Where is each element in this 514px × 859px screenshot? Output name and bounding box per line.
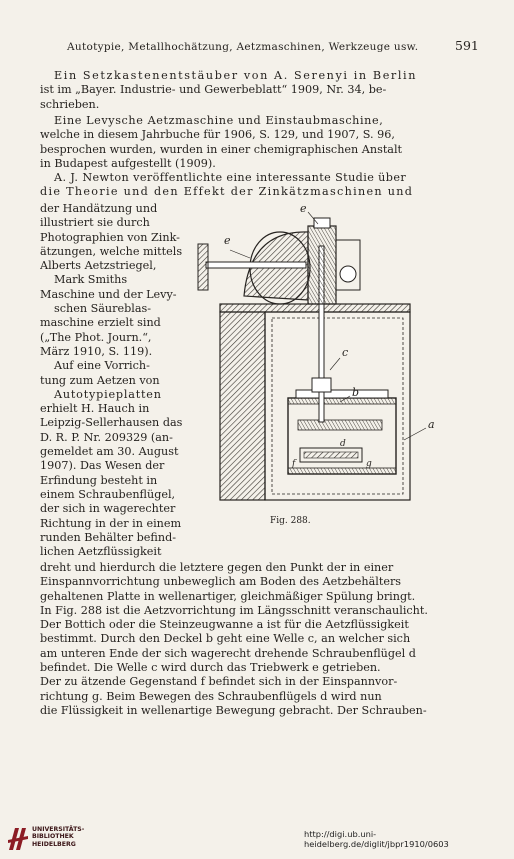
text-line: erhielt H. Hauch in: [40, 402, 150, 416]
text-line: („The Phot. Journ.“,: [40, 330, 152, 344]
text-line: illustriert sie durch: [40, 216, 150, 230]
paragraph-serenyi: [40, 69, 444, 112]
text-line: die Theorie und den Effekt der Zinkätzmaschinen und: [40, 185, 414, 199]
text-line: 1907). Das Wesen der: [40, 459, 165, 473]
text-line: einem Schraubenflügel,: [40, 487, 176, 501]
text-line: der Handätzung und: [40, 202, 158, 215]
figure-caption: Fig. 288.: [270, 516, 311, 526]
text-line: Eine Levysche Aetzmaschine und Einstaubmaschine,: [54, 114, 384, 127]
text-line: gehaltenen Platte in wellenartiger, gleichmäßiger Spülung bringt.: [40, 589, 416, 603]
text-line: ätzungen, welche mittels: [40, 244, 183, 258]
text-line: In Fig. 288 ist die Aetzvorrichtung im Längsschnitt veranschaulicht.: [40, 603, 428, 617]
text-line: welche in diesem Jahrbuche für 1906, S. 129, und 1907, S. 96,: [40, 128, 395, 142]
library-name[interactable]: [32, 826, 84, 848]
figure-etching-apparatus: [190, 200, 450, 510]
text-line: Ein Setzkastenentstäuber von A. Serenyi in Berlin: [54, 69, 418, 82]
text-line: maschine erzielt sind: [40, 316, 161, 330]
text-line: die Flüssigkeit in wellenartige Bewegung gebracht. Der Schrauben-: [40, 703, 427, 717]
page-number: 591: [455, 38, 479, 53]
text-line: Der Bottich oder die Steinzeugwanne a ist für die Aetzflüssigkeit: [40, 618, 409, 632]
text-line: Auf eine Vorrich-: [54, 359, 150, 373]
text-line: Maschine und der Levy-: [40, 287, 177, 301]
library-name-line: BIBLIOTHEK: [32, 833, 74, 841]
text-line: besprochen wurden, wurden in einer chemigraphischen Anstalt: [40, 142, 403, 156]
text-line: der sich in wagerechter: [40, 502, 176, 516]
text-line: in Budapest aufgestellt (1909).: [40, 156, 216, 170]
text-line: befindet. Die Welle c wird durch das Triebwerk e getrieben.: [40, 661, 381, 675]
paragraph-levy: [40, 114, 444, 171]
wrapped-text-column: [40, 202, 192, 559]
label-f: f: [292, 459, 296, 469]
library-name-line: HEIDELBERG: [32, 840, 76, 848]
text-line: Alberts Aetzstriegel,: [40, 259, 157, 273]
source-url-link[interactable]: http://digi.ub.uni-heidelberg.de/diglit/jbpr1910/0603: [304, 829, 449, 849]
text-line: D. R. P. Nr. 209329 (an-: [40, 430, 173, 444]
label-g: g: [366, 459, 372, 469]
label-e-wheel: e: [224, 234, 231, 247]
text-line: Einspannvorrichtung unbeweglich am Boden des Aetzbehälters: [40, 575, 402, 589]
text-line: Photographien von Zink-: [40, 230, 180, 244]
text-line: gemeldet am 30. August: [40, 445, 179, 459]
text-line: bestimmt. Durch den Deckel b geht eine Welle c, an welcher sich: [40, 632, 411, 646]
text-line: Richtung in der in einem: [40, 516, 182, 530]
text-line: lichen Aetzflüssigkeit: [40, 545, 162, 559]
label-d: d: [340, 439, 346, 449]
running-header: Autotypie, Metallhochätzung, Aetzmaschinen, Werkzeuge usw.: [67, 41, 419, 53]
library-name-line: UNIVERSITÄTS-: [32, 826, 85, 833]
text-line: Erfindung besteht in: [40, 473, 158, 487]
text-line: schen Säureblas-: [54, 302, 152, 316]
text-line: März 1910, S. 119).: [40, 344, 153, 358]
label-e-top: e: [300, 202, 307, 215]
text-line: tung zum Aetzen von: [40, 373, 160, 387]
text-line: Leipzig-Sellerhausen das: [40, 416, 183, 430]
text-line: A. J. Newton veröffentlichte eine interessante Studie über: [54, 171, 407, 184]
university-library-logo-icon[interactable]: [7, 826, 29, 852]
text-line: richtung g. Beim Bewegen des Schraubenflügels d wird nun: [40, 689, 382, 703]
text-line: am unteren Ende der sich wagerecht drehende Schraubenflügel d: [40, 646, 416, 660]
label-b: b: [352, 386, 360, 399]
text-line: Mark Smiths: [54, 273, 128, 287]
text-line: Autotypieplatten: [54, 387, 162, 401]
paragraph-newton: [40, 171, 444, 200]
text-line: Der zu ätzende Gegenstand f befindet sich in der Einspannvor-: [40, 675, 398, 689]
text-line: ist im „Bayer. Industrie- und Gewerbeblatt“ 1909, Nr. 34, be-: [40, 83, 387, 97]
label-c: c: [342, 346, 349, 359]
text-line: schrieben.: [40, 97, 100, 111]
paragraph-hauch-description: [40, 561, 444, 718]
label-a: a: [428, 418, 435, 431]
text-line: dreht und hierdurch die letztere gegen den Punkt der in einer: [40, 561, 394, 574]
text-line: runden Behälter befind-: [40, 530, 177, 544]
